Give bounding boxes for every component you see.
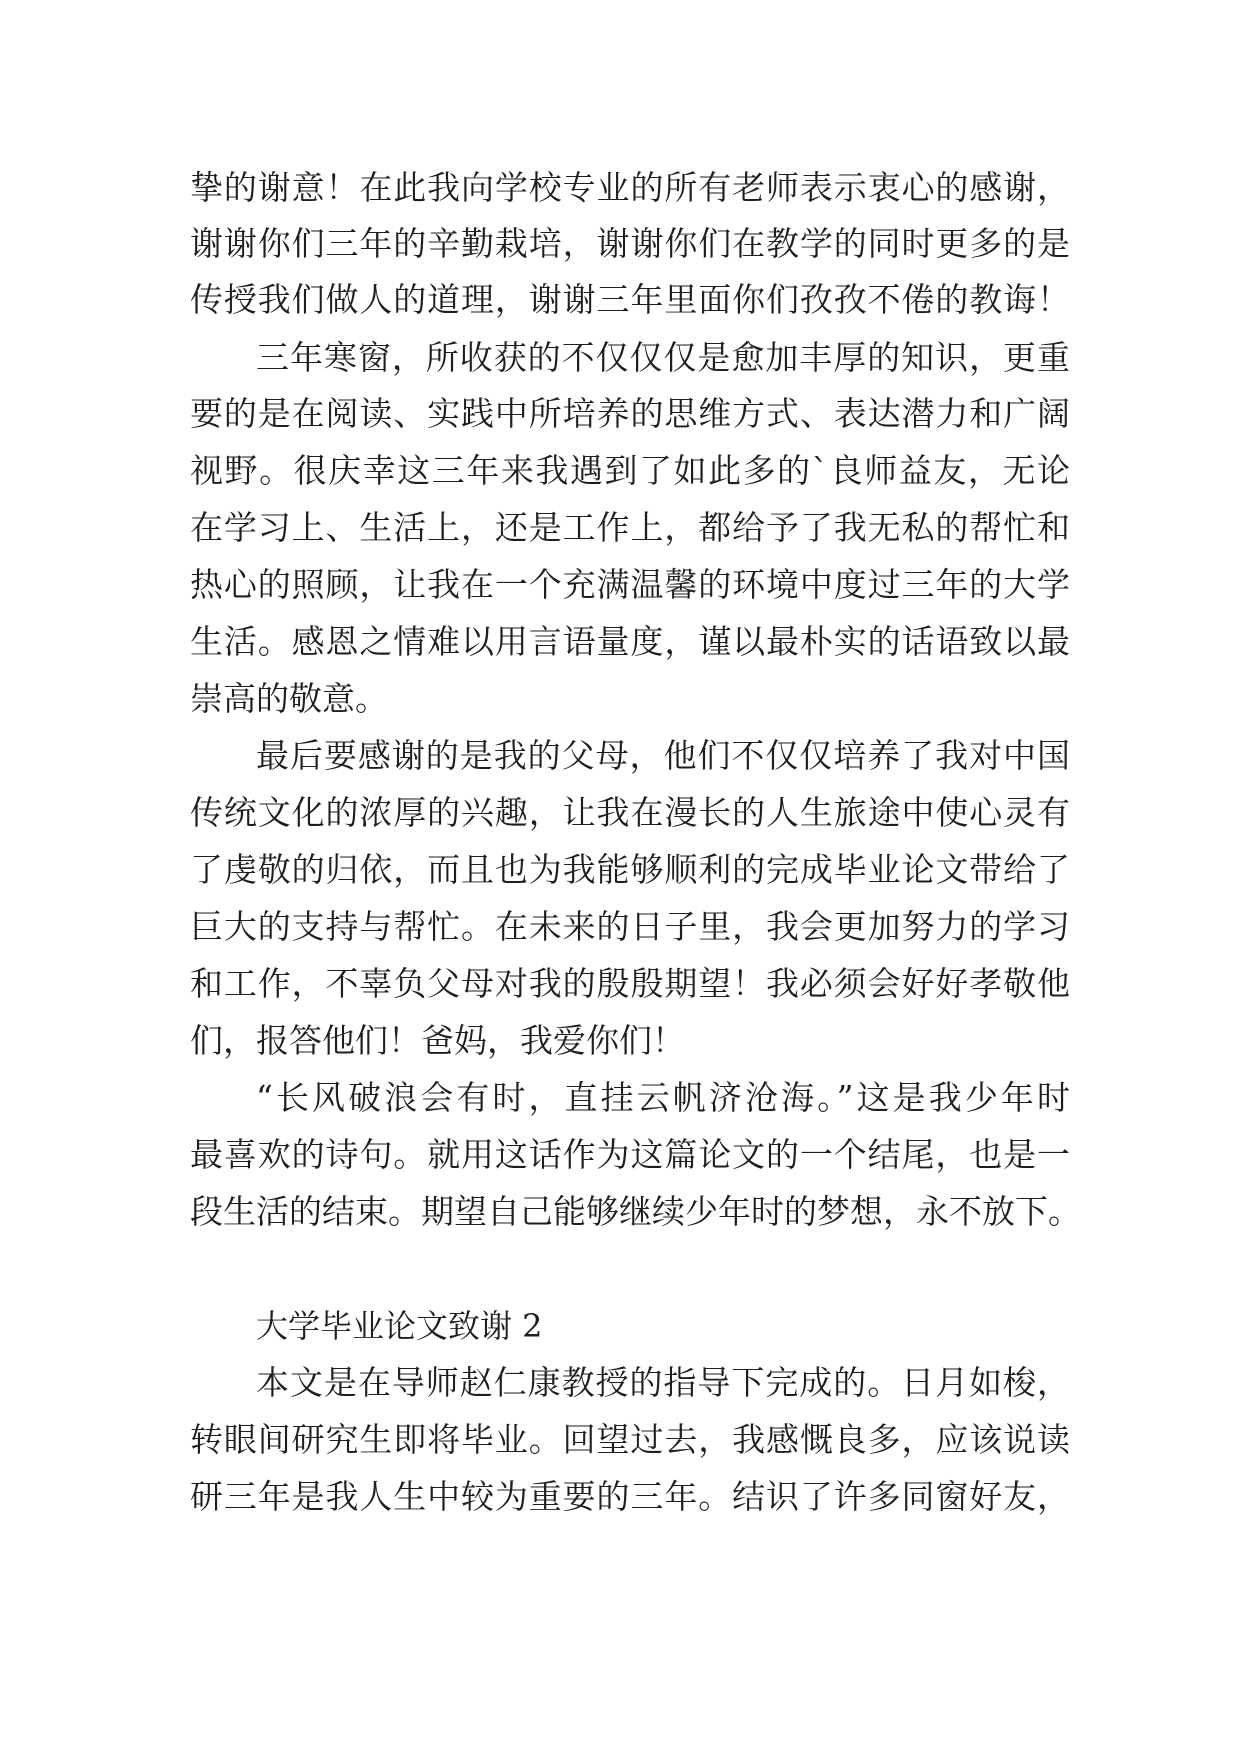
paragraph-4-line-2: 最喜欢的诗句。就用这话作为这篇论文的一个结尾，也是一 (190, 1135, 1070, 1174)
paragraph-2-line-5: 热心的照顾，让我在一个充满温馨的环境中度过三年的大学 (190, 565, 1070, 604)
paragraph-1-line-3: 传授我们做人的道理，谢谢三年里面你们孜孜不倦的教诲！ (190, 280, 1070, 319)
paragraph-1-line-1: 挚的谢意！在此我向学校专业的所有老师表示衷心的感谢， (190, 168, 1070, 207)
paragraph-2-line-2: 要的是在阅读、实践中所培养的思维方式、表达潜力和广阔 (190, 394, 1070, 433)
paragraph-3-line-3: 了虔敬的归依，而且也为我能够顺利的完成毕业论文带给了 (190, 850, 1070, 889)
paragraph-2-line-1: 三年寒窗，所收获的不仅仅仅是愈加丰厚的知识，更重 (256, 338, 1070, 377)
paragraph-3-line-1: 最后要感谢的是我的父母，他们不仅仅培养了我对中国 (256, 736, 1070, 775)
paragraph-3-line-2: 传统文化的浓厚的兴趣，让我在漫长的人生旅途中使心灵有 (190, 793, 1070, 832)
paragraph-3-line-5: 和工作，不辜负父母对我的殷殷期望！我必须会好好孝敬他 (190, 964, 1070, 1003)
paragraph-2-line-6: 生活。感恩之情难以用言语量度，谨以最朴实的话语致以最 (190, 622, 1070, 661)
section-heading: 大学毕业论文致谢 2 (256, 1307, 543, 1345)
paragraph-3-line-4: 巨大的支持与帮忙。在未来的日子里，我会更加努力的学习 (190, 907, 1070, 946)
paragraph-2-line-7: 崇高的敬意。 (190, 679, 388, 718)
paragraph-2-line-3: 视野。很庆幸这三年来我遇到了如此多的`良师益友，无论 (190, 451, 1070, 490)
paragraph-1-line-2: 谢谢你们三年的辛勤栽培，谢谢你们在教学的同时更多的是 (190, 224, 1070, 263)
paragraph-5-line-3: 研三年是我人生中较为重要的三年。结识了许多同窗好友， (190, 1477, 1070, 1516)
paragraph-4-line-3: 段生活的结束。期望自己能够继续少年时的梦想，永不放下。 (190, 1192, 1081, 1231)
paragraph-4-line-1: “长风破浪会有时，直挂云帆济沧海。”这是我少年时 (256, 1078, 1070, 1117)
paragraph-3-line-6: 们，报答他们！爸妈，我爱你们！ (190, 1021, 685, 1060)
paragraph-2-line-4: 在学习上、生活上，还是工作上，都给予了我无私的帮忙和 (190, 508, 1070, 547)
paragraph-5-line-2: 转眼间研究生即将毕业。回望过去，我感慨良多，应该说读 (190, 1420, 1070, 1459)
paragraph-5-line-1: 本文是在导师赵仁康教授的指导下完成的。日月如梭， (256, 1363, 1070, 1402)
